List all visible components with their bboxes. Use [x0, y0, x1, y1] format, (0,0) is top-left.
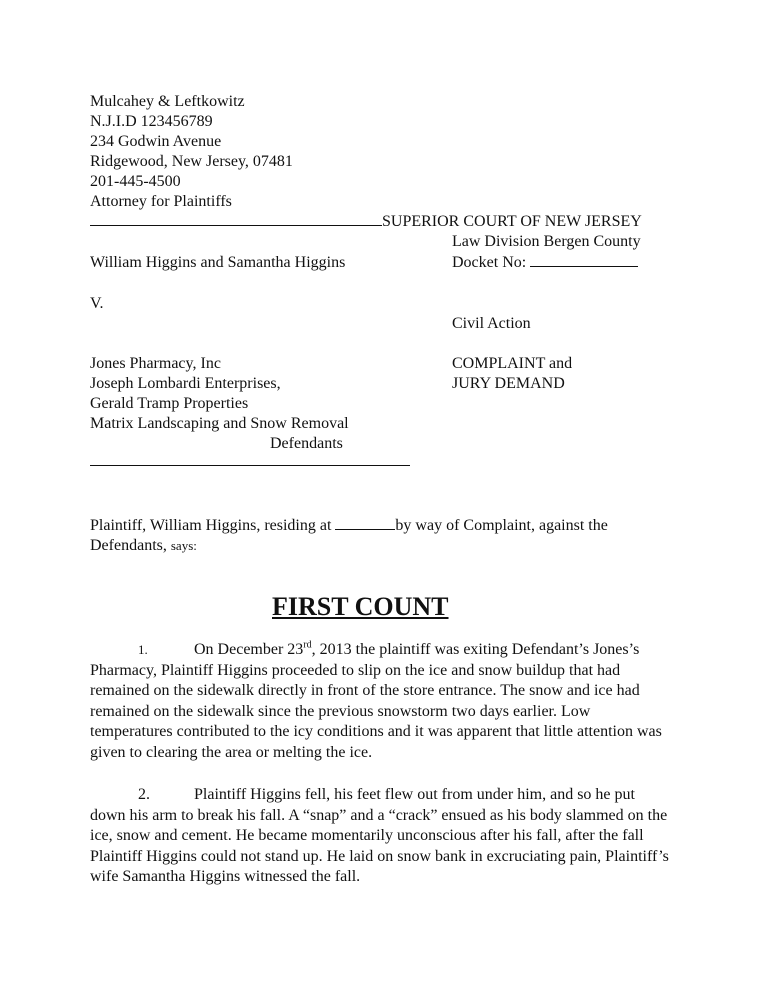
intro-line-2 — [90, 536, 197, 556]
intro-text-end: by way of Complaint, against the — [395, 517, 608, 534]
complaint-title-2: JURY DEMAND — [452, 375, 565, 392]
defendant-1: Jones Pharmacy, Inc — [90, 355, 221, 372]
paragraph-1-number: 1. — [138, 642, 148, 657]
caption-rule-top — [90, 213, 382, 226]
intro-says: says: — [170, 538, 197, 553]
docket-blank — [530, 254, 638, 267]
defendant-2: Joseph Lombardi Enterprises, — [90, 375, 281, 392]
paragraph-2 — [90, 785, 670, 888]
defendant-4: Matrix Landscaping and Snow Removal — [90, 415, 349, 432]
intro-defendants: Defendants, — [90, 537, 167, 554]
ordinal-suffix: rd — [303, 639, 312, 651]
versus: V. — [90, 295, 104, 312]
court-name: SUPERIOR COURT OF NEW JERSEY — [382, 213, 642, 230]
caption-rule-bottom-line — [90, 452, 410, 472]
caption-rule-bottom — [90, 453, 410, 466]
njid: N.J.I.D 123456789 — [90, 113, 213, 130]
paragraph-1 — [90, 640, 670, 763]
paragraph-1-text-a: On December 23 — [194, 641, 304, 658]
division: Law Division Bergen County — [452, 233, 641, 250]
paragraph-2-text: Plaintiff Higgins fell, his feet flew out from under him, and so he put down his arm to break his fall. A “snap” and a “crack” ensued as his body slammed on the ice, snow and cement. He became momentarily unconscious after his fall, after the fall Plaintiff Higgins could not stand up. He laid on snow bank in excruciating pain, Plaintiff’s wife Samantha Higgins witnessed the fall. — [90, 786, 669, 885]
residence-blank — [335, 517, 395, 530]
paragraph-2-number: 2. — [138, 786, 150, 803]
civil-action: Civil Action — [452, 315, 531, 332]
intro-line-1 — [90, 516, 608, 536]
docket-line — [452, 253, 638, 273]
defendant-3: Gerald Tramp Properties — [90, 395, 249, 412]
city-address: Ridgewood, New Jersey, 07481 — [90, 153, 293, 170]
plaintiffs: William Higgins and Samantha Higgins — [90, 254, 346, 271]
intro-text-start: Plaintiff, William Higgins, residing at — [90, 517, 332, 534]
first-count-heading: FIRST COUNT — [272, 592, 449, 621]
firm-name: Mulcahey & Leftkowitz — [90, 93, 245, 110]
attorney-role: Attorney for Plaintiffs — [90, 193, 232, 210]
court-line — [90, 212, 642, 232]
paragraph-1-text-b: , 2013 the plaintiff was exiting Defendant’s Jones’s Pharmacy, Plaintiff Higgins proceeded to slip on the ice and snow buildup that had remained on the sidewalk directly in front of the store entrance. The snow and ice had remained on the sidewalk since the previous snowstorm two days earlier. Low temperatures contributed to the icy conditions and it was apparent that little attention was given to clearing the area or melting the ice. — [90, 641, 662, 761]
defendants-label: Defendants — [270, 435, 343, 452]
street-address: 234 Godwin Avenue — [90, 133, 222, 150]
phone-number: 201-445-4500 — [90, 173, 181, 190]
complaint-title-1: COMPLAINT and — [452, 355, 573, 372]
docket-label: Docket No: — [452, 254, 527, 271]
